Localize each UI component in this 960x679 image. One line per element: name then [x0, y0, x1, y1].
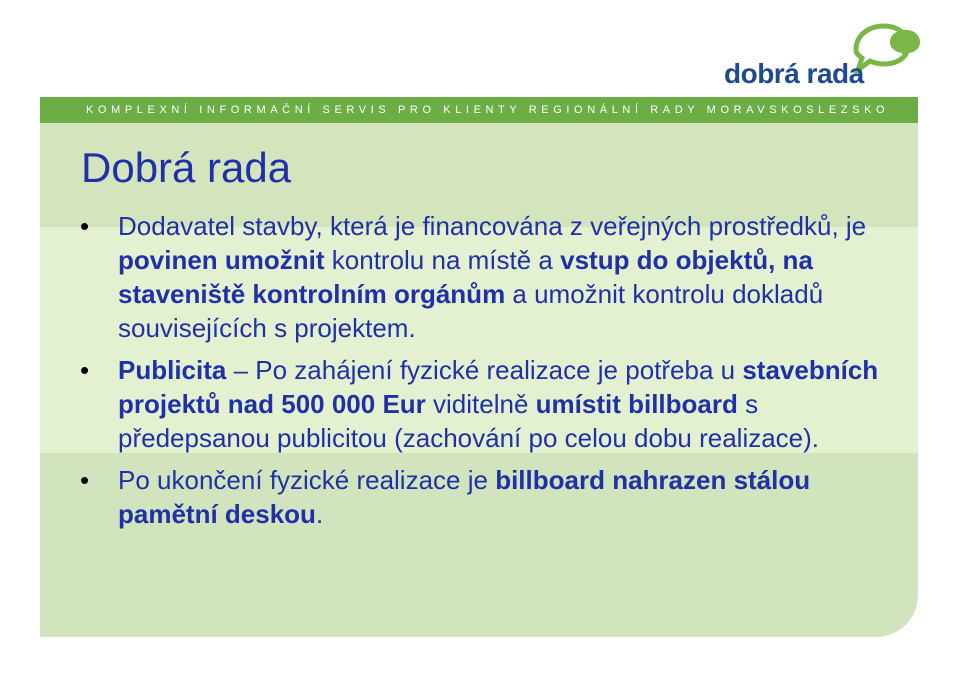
bold-run: umístit billboard [535, 389, 738, 419]
bold-run: vstup do objektů, na staveniště kontrolním orgánům [118, 245, 813, 309]
bullet-item [80, 463, 900, 531]
bullet-text [118, 465, 810, 529]
bold-run: billboard nahrazen stálou pamětní deskou [118, 465, 811, 529]
text-run: . [315, 499, 324, 529]
text-run: kontrolu na místě a [324, 245, 561, 275]
bold-run: stavebních projektů nad 500 000 Eur [118, 355, 879, 419]
text-run: viditelně [425, 389, 536, 419]
bullet-item [80, 209, 900, 345]
bullet-item [80, 353, 900, 455]
text-run: Dodavatel stavby, která je financována z veřejných prostředků, je [118, 211, 867, 241]
dobra-rada-logo [724, 20, 924, 90]
bullet-marker: • [80, 211, 90, 241]
bullet-text [118, 355, 878, 453]
text-run: – Po zahájení fyzické realizace je potřeba u [226, 355, 743, 385]
text-run: Po ukončení fyzické realizace je [118, 465, 496, 495]
bold-run: povinen umožnit [118, 245, 325, 275]
slide-title: Dobrá rada [81, 144, 292, 191]
text-run: s předepsanou publicitou (zachování po celou dobu realizace). [118, 389, 820, 453]
text-run: a umožnit kontrolu dokladů souvisejících s projektem. [118, 279, 824, 343]
bullet-text [118, 211, 866, 343]
bold-run: Publicita [118, 355, 227, 385]
header-banner: KOMPLEXNÍ INFORMAČNÍ SERVIS PRO KLIENTY REGIONÁLNÍ RADY MORAVSKOSLEZSKO [40, 97, 918, 123]
bullet-marker: • [80, 465, 90, 495]
bullet-list [80, 209, 900, 539]
logo-text: dobrá rada [724, 58, 864, 89]
bullet-marker: • [80, 355, 90, 385]
